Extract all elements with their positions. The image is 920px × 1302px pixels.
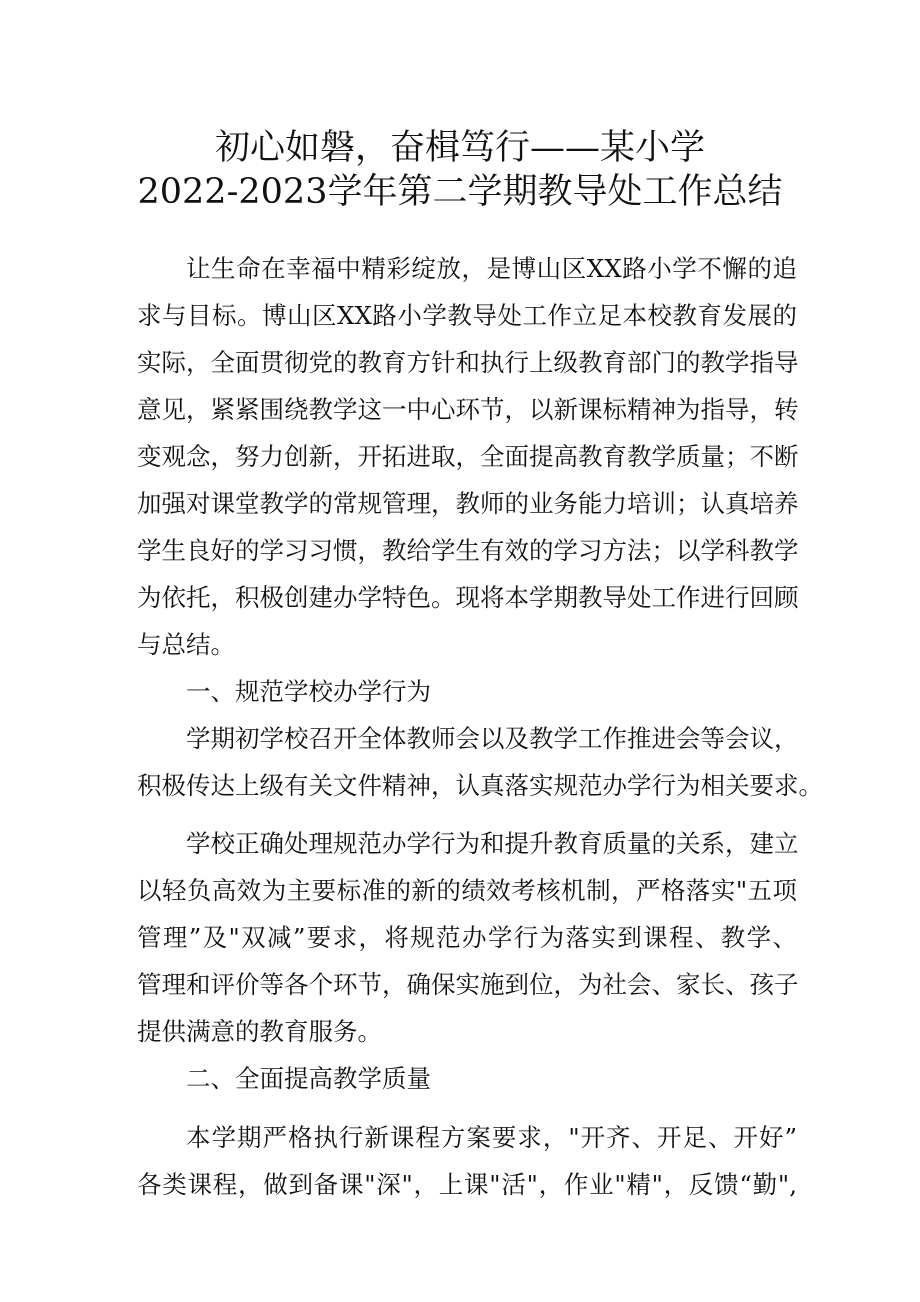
section1-para2-line-4: 管理和评价等各个环节，确保实施到位，为社会、家长、孩子 [137,970,799,999]
document-title-line2: 2022-2023学年第二学期教导处工作总结 [137,172,783,212]
section1-para2-line-3: 管理”及"双减”要求，将规范办学行为落实到课程、教学、 [137,923,797,952]
intro-line-7: 学生良好的学习习惯，教给学生有效的学习方法；以学科教学 [137,536,799,565]
intro-line-6: 加强对课堂教学的常规管理，教师的业务能力培训；认真培养 [137,489,799,518]
section1-para2-line-2: 以轻负高效为主要标准的新的绩效考核机制，严格落实"五项 [137,876,797,905]
intro-line-2: 求与目标。博山区XX路小学教导处工作立足本校教育发展的 [137,301,797,330]
intro-line-8: 为依托，积极创建办学特色。现将本学期教导处工作进行回顾 [137,583,799,612]
intro-line-4: 意见，紧紧围绕教学这一中心环节，以新课标精神为指导，转 [137,395,799,424]
section1-para2-line-5: 提供满意的教育服务。 [137,1017,382,1046]
intro-line-1: 让生命在幸福中精彩绽放，是博山区XX路小学不懈的追 [186,254,797,283]
section2-para1-line-2: 各类课程，做到备课"深"，上课"活"，作业"精"，反馈“勤", [137,1170,797,1199]
section1-para2-line-1: 学校正确处理规范办学行为和提升教育质量的关系，建立 [186,829,799,858]
document-title-line1: 初心如磐，奋楫笃行——某小学 [214,128,705,168]
section1-heading: 一、规范学校办学行为 [186,677,431,706]
intro-line-5: 变观念，努力创新，开拓进取，全面提高教育教学质量；不断 [137,442,799,471]
section2-heading: 二、全面提高教学质量 [186,1064,431,1093]
section2-para1-line-1: 本学期严格执行新课程方案要求，"开齐、开足、开好” [186,1123,797,1152]
intro-line-3: 实际，全面贯彻党的教育方针和执行上级教育部门的教学指导 [137,348,799,377]
section1-para1-line-1: 学期初学校召开全体教师会以及教学工作推进会等会议， [186,724,799,753]
intro-line-9: 与总结。 [137,630,235,659]
section1-para1-line-2: 积极传达上级有关文件精神，认真落实规范办学行为相关要求。 [137,771,823,800]
